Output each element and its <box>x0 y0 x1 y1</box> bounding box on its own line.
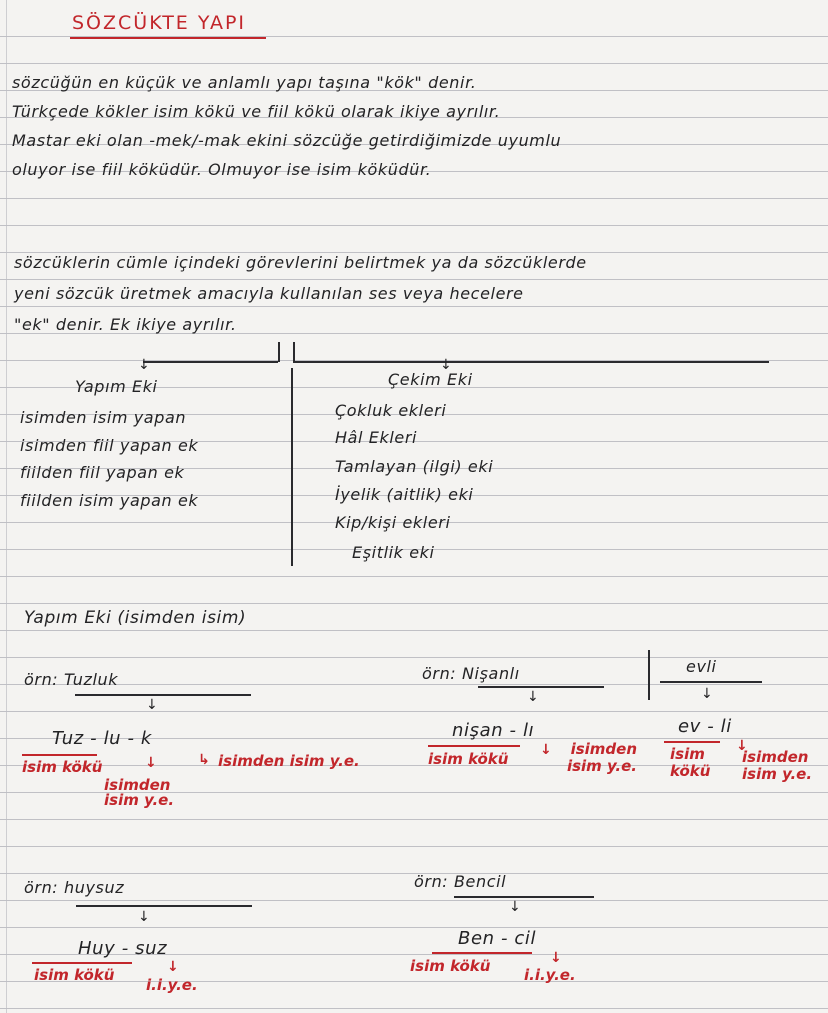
bencil-root-underline <box>432 952 532 954</box>
bencil-split: Ben - cil <box>458 928 537 949</box>
cekim-item-6: Eşitlik eki <box>352 543 435 562</box>
bencil-root-label: isim kökü <box>410 957 491 975</box>
brace-right-side <box>293 342 295 362</box>
tuzluk-arrow: ↓ <box>146 697 159 713</box>
paragraph2-line-1: sözcüklerin cümle içindeki görevlerini belirtmek ya da sözcüklerde <box>14 253 587 272</box>
yapim-item-4: fiilden isim yapan ek <box>20 491 199 510</box>
section-heading: Yapım Eki (isimden isim) <box>24 608 247 628</box>
title-underline <box>70 37 266 39</box>
evli-arrow: ↓ <box>701 686 714 702</box>
cekim-item-3: Tamlayan (ilgi) eki <box>335 457 494 476</box>
brace-left-side <box>278 342 280 362</box>
tuzluk-root-label: isim kökü <box>22 758 103 776</box>
evli-suffix-label: isimden isim y.e. <box>742 748 813 783</box>
paragraph1-line-2: Türkçede kökler isim kökü ve fiil kökü olarak ikiye ayrılır. <box>12 102 501 121</box>
huysuz-underline <box>76 905 252 907</box>
tuzluk-label: örn: Tuzluk <box>24 670 119 689</box>
yapim-item-1: isimden isim yapan <box>20 408 187 427</box>
tuzluk-underline <box>75 694 251 696</box>
tuzluk-suffix2-arrow: ↳ <box>198 752 210 768</box>
cekim-item-1: Çokluk ekleri <box>335 401 447 420</box>
evli-root-label: isim kökü <box>670 745 711 780</box>
cekim-heading: Çekim Eki <box>388 370 473 389</box>
bencil-suffix-arrow: ↓ <box>550 950 562 966</box>
evli-suffix-arrow: ↓ <box>736 738 748 754</box>
huysuz-root-underline <box>32 962 132 964</box>
paragraph1-line-4: oluyor ise fiil köküdür. Olmuyor ise isim köküdür. <box>12 160 432 179</box>
cekim-item-4: İyelik (aitlik) eki <box>335 485 474 504</box>
tuzluk-root-underline <box>22 754 97 756</box>
yapim-item-3: fiilden fiil yapan ek <box>20 463 185 482</box>
nisanli-root-label: isim kökü <box>428 750 509 768</box>
nisanli-underline <box>478 686 604 688</box>
tuzluk-root-arrow: ↓ <box>145 755 157 771</box>
nisanli-arrow: ↓ <box>527 689 540 705</box>
cekim-item-5: Kip/kişi ekleri <box>335 513 451 532</box>
yapim-item-2: isimden fiil yapan ek <box>20 436 199 455</box>
bencil-underline <box>454 896 594 898</box>
brace-left-bottom <box>143 361 278 363</box>
evli-split: ev - li <box>678 716 732 737</box>
evli-underline <box>660 681 762 683</box>
nisanli-split: nişan - lı <box>452 720 535 741</box>
margin-line <box>6 0 7 1013</box>
huysuz-suffix-label: i.i.y.e. <box>146 976 198 994</box>
paragraph2-line-3: "ek" denir. Ek ikiye ayrılır. <box>14 315 237 334</box>
huysuz-split: Huy - suz <box>78 938 168 959</box>
tuzluk-suffix1-label: isimden isim y.e. <box>104 776 175 809</box>
bencil-arrow: ↓ <box>509 899 522 915</box>
column-divider <box>291 368 293 566</box>
cekim-item-2: Hâl Ekleri <box>335 428 418 447</box>
huysuz-suffix-arrow: ↓ <box>167 959 179 975</box>
tuzluk-suffix2-label: isimden isim y.e. <box>218 752 360 770</box>
bencil-suffix-label: i.i.y.e. <box>524 966 576 984</box>
brace-right-bottom <box>293 361 769 363</box>
nisanli-root-underline <box>428 745 520 747</box>
yapim-heading: Yapım Eki <box>75 377 158 396</box>
nisanli-label: örn: Nişanlı <box>422 664 520 683</box>
arrow-down-yapim: ↓ <box>138 357 151 373</box>
paragraph1-line-1: sözcüğün en küçük ve anlamlı yapı taşına "kök" denir. <box>12 73 477 92</box>
paragraph1-line-3: Mastar eki olan -mek/-mak ekini sözcüğe getirdiğimizde uyumlu <box>12 131 562 150</box>
huysuz-root-label: isim kökü <box>34 966 115 984</box>
evli-separator <box>648 650 650 700</box>
tuzluk-split: Tuz - lu - k <box>52 728 152 749</box>
arrow-down-cekim: ↓ <box>440 357 453 373</box>
evli-root-underline <box>664 741 720 743</box>
huysuz-label: örn: huysuz <box>24 878 125 897</box>
paragraph2-line-2: yeni sözcük üretmek amacıyla kullanılan ses veya hecelere <box>14 284 524 303</box>
huysuz-arrow: ↓ <box>138 909 151 925</box>
bencil-label: örn: Bencil <box>414 872 507 891</box>
evli-label: evli <box>686 657 717 676</box>
nisanli-suffix-label: isimden isim y.e. <box>566 740 637 775</box>
nisanli-suffix-arrow: ↓ <box>540 742 552 758</box>
page-title: SÖZCÜKTE YAPI <box>72 12 247 34</box>
